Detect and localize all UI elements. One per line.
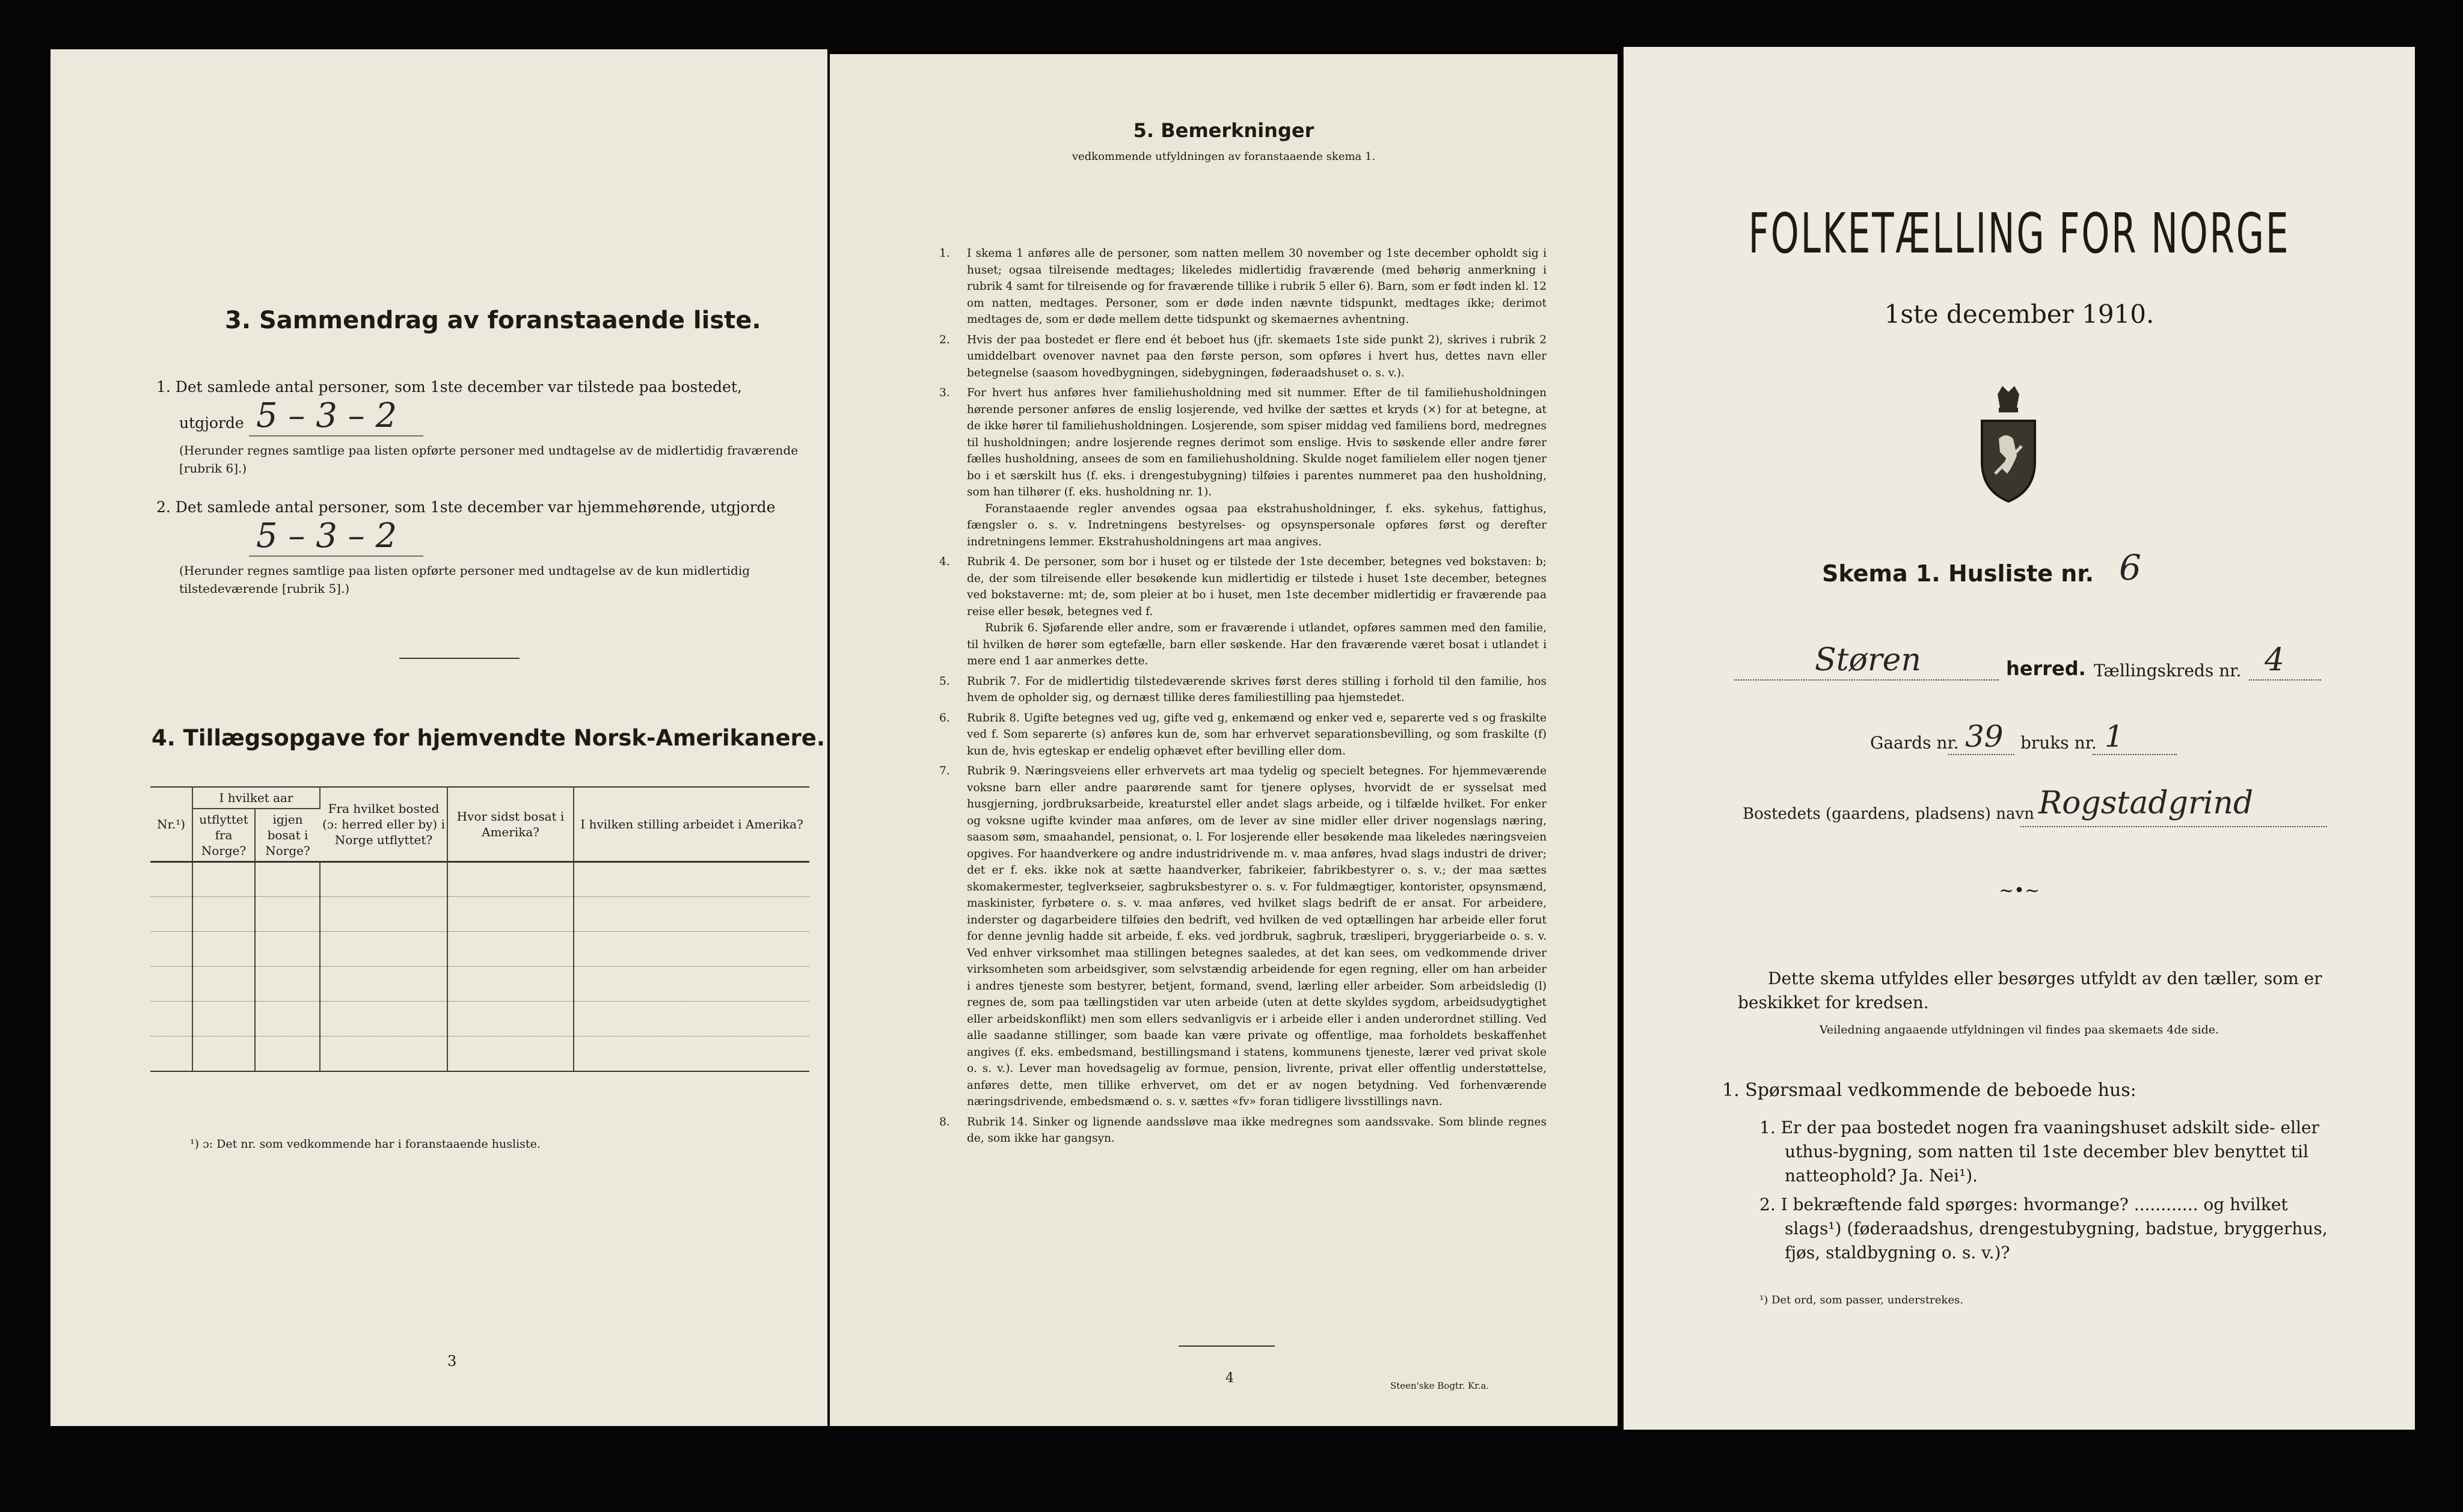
bosted-label: Bostedets (gaardens, pladsens) navn: [1743, 805, 2034, 823]
questions-heading: 1. Spørsmaal vedkommende de beboede hus:: [1722, 1080, 2136, 1101]
question-2: 2. I bekræftende fald spørges: hvormange? ............ og hvilket slags¹) (føderaadshus, drengestubygning, badstue, bryggerhus, fjøs, staldbygning o. s. v.)?: [1759, 1195, 2328, 1263]
divider: [399, 658, 520, 659]
bemerkning-item: [939, 245, 1547, 328]
bemerkning-number: 3.: [939, 387, 950, 399]
bemerkning-text: Rubrik 9. Næringsveiens eller erhvervets art maa tydelig og specielt betegnes. For hjemmeværende voksne barn eller andre paarørende samt for tjenere oplyses, hvorvidt de er sysselsat med husgjerning, jordbruksarbeide, kreaturstel eller andet slags arbeide, og i tilfælde hvilket. For enker og voksne ugifte kvinder maa anføres, om de lever av sine midler eller driver nogenslags næring, saasom søm, smaahandel, pensionat, o. l. For losjerende eller besøkende maa likeledes næringsveien opgives. For haandverkere og andre industridrivende m. v. maa anføres, hvad slags industri de driver; det er f. eks. ikke nok at sætte haandverker, fabrikeier, fabrikbestyrer o. s. v.; der maa sættes skomakermester, teglverkseier, sagbruksbestyrer o. s. v. For fuldmægtiger, kontorister, opsynsmænd, maskinister, fyrbøtere o. s. v. maa anføres, ved hvilket slags bedrift de er ansat. For arbeidere, inderster og dagarbeidere tilføies den bedrift, ved hvilken de ved optællingen har arbeide eller forut for denne jevnlig hadde sit arbeide, f. eks. ved jordbruk, sagbruk, træsliperi, bryggeriarbeide o. s. v. Ved enhver virksomhet maa stillingen betegnes saaledes, at det kan sees, om vedkommende driver virksomheten som arbeidsgiver, som selvstændig arbeidende for egen regning, eller om han arbeider i andres tjeneste som bestyrer, betjent, formand, svend, lærling eller arbeider. Som arbeidsledig (l) regnes de, som paa tællingstiden var uten arbeide (uten at dette skyldes sygdom, arbeidsudygtighet eller arbeidskonflikt) men som ellers sedvanligvis er i arbeide eller i anden underordnet stilling. Ved alle saadanne stillinger, som baade kan være private og offentlige, maa forholdets beskaffenhet angives (f. eks. embedsmand, bestillingsmand i statens, kommunens tjeneste, lærer ved privat skole o. s. v.). Lever man hovedsagelig av formue, pension, livrente, privat eller offentlig understøttelse, anføres dette, men tillike erhvervet, om det er av nogen betydning. Ved forhenværende næringsdrivende, embedsmænd o. s. v. sættes «fv» foran tidligere livsstillings navn.: [967, 765, 1547, 1108]
norwegian-coat-of-arms-icon: [1974, 384, 2043, 504]
bemerkning-item: [939, 554, 1547, 670]
krets-line: [2249, 679, 2321, 681]
document-title: FOLKETÆLLING FOR NORGE: [1748, 201, 2290, 266]
question-1: 1. Er der paa bostedet nogen fra vaaningshuset adskilt side- eller uthus-bygning, som natten til 1ste december blev benyttet til natteophold? Ja. Nei¹).: [1759, 1118, 2319, 1186]
section3-title: 3. Sammendrag av foranstaaende liste.: [225, 307, 761, 334]
bruks-line: [2093, 754, 2177, 755]
intro-note: Veiledning angaaende utfyldningen vil findes paa skemaets 4de side.: [1819, 1023, 2219, 1036]
bemerkning-text: For hvert hus anføres hver familiehusholdning med sit nummer. Efter de til familiehusholdningen hørende personer anføres de enslig losjerende, ved hvilke der sættes et kryds (×) for at betegne, at de ikke hører til familiehusholdningen. Losjerende, som spiser middag ved familiens bord, medregnes til husholdningen; andre losjerende regnes derimot som enslige. Hvis to søskende eller andre fører fælles husholdning, ansees de som en familiehusholdning. Skulde noget familielem eller nogen tjener bo i et særskilt hus (f. eks. i drengestubygning) tilføies i parentes nummeret paa den husholdning, som han tilhører (f. eks. husholdning nr. 1).: [967, 387, 1547, 498]
bemerkning-number: 8.: [939, 1115, 950, 1128]
handwritten-husliste-nr: 6: [2119, 547, 2141, 588]
herred-line: [1734, 679, 1999, 681]
item1-line: [249, 435, 423, 436]
table-row: [150, 1036, 809, 1071]
document-date: 1ste december 1910.: [1884, 299, 2155, 329]
table-row: [150, 862, 809, 897]
norsk-amerikanere-table: [150, 786, 809, 1072]
section3-item1-utgjorde: utgjorde: [179, 414, 244, 432]
handwritten-herred: Støren: [1815, 642, 1921, 678]
bemerkning-item: [939, 332, 1547, 382]
table-row: [150, 932, 809, 967]
col-back: igjen bosat i Norge?: [255, 809, 320, 862]
handwritten-krets-nr: 4: [2265, 642, 2285, 678]
bemerkning-number: 7.: [939, 765, 950, 777]
bemerkning-item: [939, 1114, 1547, 1147]
table-row: [150, 967, 809, 1002]
section4-footnote: ¹) ɔ: Det nr. som vedkommende har i foranstaaende husliste.: [190, 1137, 541, 1151]
section4-title: 4. Tillægsopgave for hjemvendte Norsk-Amerikanere.: [152, 725, 825, 751]
col-from: Fra hvilket bosted (ɔ: herred eller by) i Norge utflyttet?: [320, 787, 447, 862]
bemerkning-text: I skema 1 anføres alle de personer, som natten mellem 30 november og 1ste december opholdt sig i huset; ogsaa tilreisende medtages; likeledes midlertidig fraværende (med behørig anmerkning i rubrik 4 samt for tilreisende og for fraværende tillike i rubrik 5 eller 6). Barn, som er født inden kl. 12 om natten, medtages. Personer, som er døde inden nævnte tidspunkt, medtages ikke; derimot medtages de, som er døde mellem dette tidspunkt og skemaernes avhentning.: [967, 247, 1547, 326]
gaards-line: [1948, 754, 2014, 755]
printer-mark: Steen'ske Bogtr. Kr.a.: [1390, 1380, 1489, 1391]
handwritten-tilstede-count: 5 – 3 – 2: [256, 396, 397, 435]
bemerkning-number: 4.: [939, 556, 950, 568]
bemerkning-number: 6.: [939, 711, 950, 724]
page-number: 3: [447, 1353, 457, 1370]
bemerkning-number: 5.: [939, 675, 950, 688]
ornament: ~•~: [1999, 880, 2040, 901]
section3-item1: 1. Det samlede antal personer, som 1ste december var tilstede paa bostedet,: [156, 378, 742, 396]
col-where: Hvor sidst bosat i Amerika?: [447, 787, 574, 862]
bosted-line: [2020, 826, 2327, 827]
skema-label: Skema 1. Husliste nr.: [1822, 560, 2094, 587]
left-page: [51, 49, 827, 1426]
intro-text: Dette skema utfyldes eller besørges utfyldt av den tæller, som er beskikket for kredsen.: [1738, 969, 2322, 1012]
col-work: I hvilken stilling arbeidet i Amerika?: [574, 787, 809, 862]
bemerkning-text: Hvis der paa bostedet er flere end ét beboet hus (jfr. skemaets 1ste side punkt 2), skrives i rubrik 2 umiddelbart ovenover navnet paa den første person, som opføres i hvert hus, dettes navn eller betegnelse (saasom hovedbygningen, sidebygningen, føderaadshuset o. s. v.).: [967, 333, 1547, 379]
bemerkninger-subtitle: vedkommende utfyldningen av foranstaaende skema 1.: [1072, 150, 1376, 163]
section3-item1-note: (Herunder regnes samtlige paa listen opførte personer med undtagelse av de midlertidig fraværende [rubrik 6].): [179, 443, 799, 476]
bemerkning-item: [939, 710, 1547, 760]
gaards-label: Gaards nr.: [1870, 733, 1959, 753]
bemerkning-number: 2.: [939, 333, 950, 346]
col-out: utflyttet fra Norge?: [192, 809, 255, 862]
bemerkning-text: Rubrik 7. For de midlertidig tilstedeværende skrives først deres stilling i forhold til den familie, hos hvem de opholder sig, og dernæst tillike deres familiestilling paa hjemstedet.: [967, 675, 1547, 704]
bemerkning-item: [939, 385, 1547, 550]
right-page: [1624, 47, 2415, 1430]
page-number: 4: [1225, 1371, 1234, 1386]
bemerkning-text: Rubrik 14. Sinker og lignende aandssløve maa ikke medregnes som aandssvake. Som blinde regnes de, som ikke har gangsyn.: [967, 1115, 1547, 1145]
bemerkninger-list: [939, 245, 1547, 1151]
bemerkning-item: [939, 763, 1547, 1110]
bemerkninger-title: 5. Bemerkninger: [1133, 119, 1314, 142]
bruks-label: bruks nr.: [2020, 733, 2097, 753]
herred-label: herred.: [2006, 657, 2086, 680]
handwritten-hjemmehorende-count: 5 – 3 – 2: [256, 516, 397, 556]
divider: [1179, 1345, 1275, 1347]
handwritten-gaards-nr: 39: [1965, 719, 2004, 754]
middle-page: [830, 54, 1618, 1426]
bemerkning-text: Rubrik 8. Ugifte betegnes ved ug, gifte ved g, enkemænd og enker ved e, separerte ved s og fraskilte ved f. Som separerte (s) anføres kun de, som har erhvervet separationsbevilling, og som fraskilte (f) kun de, hvis egteskap er endelig ophævet efter bevilling eller dom.: [967, 711, 1547, 758]
bemerkning-extra: Rubrik 6. Sjøfarende eller andre, som er fraværende i utlandet, opføres sammen med den familie, til hvilken de hører som egtefælle, barn eller søskende. Har den fraværende været bosat i utlandet i mere end 1 aar anmerkes dette.: [967, 622, 1547, 667]
krets-label: Tællingskreds nr.: [2094, 661, 2242, 681]
right-footnote: ¹) Det ord, som passer, understrekes.: [1759, 1294, 1963, 1306]
table-row: [150, 1002, 809, 1036]
handwritten-bosted: Rogstadgrind: [2038, 785, 2254, 821]
table-row: [150, 897, 809, 932]
bemerkning-item: [939, 673, 1547, 706]
item2-line: [249, 556, 423, 557]
section3-item2: 2. Det samlede antal personer, som 1ste december var hjemmehørende, utgjorde: [156, 498, 776, 516]
bemerkning-number: 1.: [939, 247, 950, 260]
handwritten-bruks-nr: 1: [2105, 719, 2124, 754]
bemerkning-extra: Foranstaaende regler anvendes ogsaa paa ekstrahusholdninger, f. eks. sykehus, fattighus, fængsler o. s. v. Indretningens bestyrelses- og opsynspersonale opføres først og derefter indretningens lemmer. Ekstrahusholdningens art maa angives.: [967, 502, 1547, 548]
section3-item2-note: (Herunder regnes samtlige paa listen opførte personer med undtagelse av de kun midlertidig tilstedeværende [rubrik 5].): [179, 563, 750, 596]
col-group-year: I hvilket aar: [192, 787, 320, 809]
bemerkning-text: Rubrik 4. De personer, som bor i huset og er tilstede der 1ste december, betegnes ved bokstaven: b; de, der som tilreisende eller besøkende kun midlertidig er tilstede i huset 1ste december, betegnes ved bokstaverne: mt; de, som pleier at bo i huset, men 1ste december midlertidig er fraværende paa reise eller besøk, betegnes ved f.: [967, 556, 1547, 618]
col-nr: Nr.¹): [150, 787, 192, 862]
